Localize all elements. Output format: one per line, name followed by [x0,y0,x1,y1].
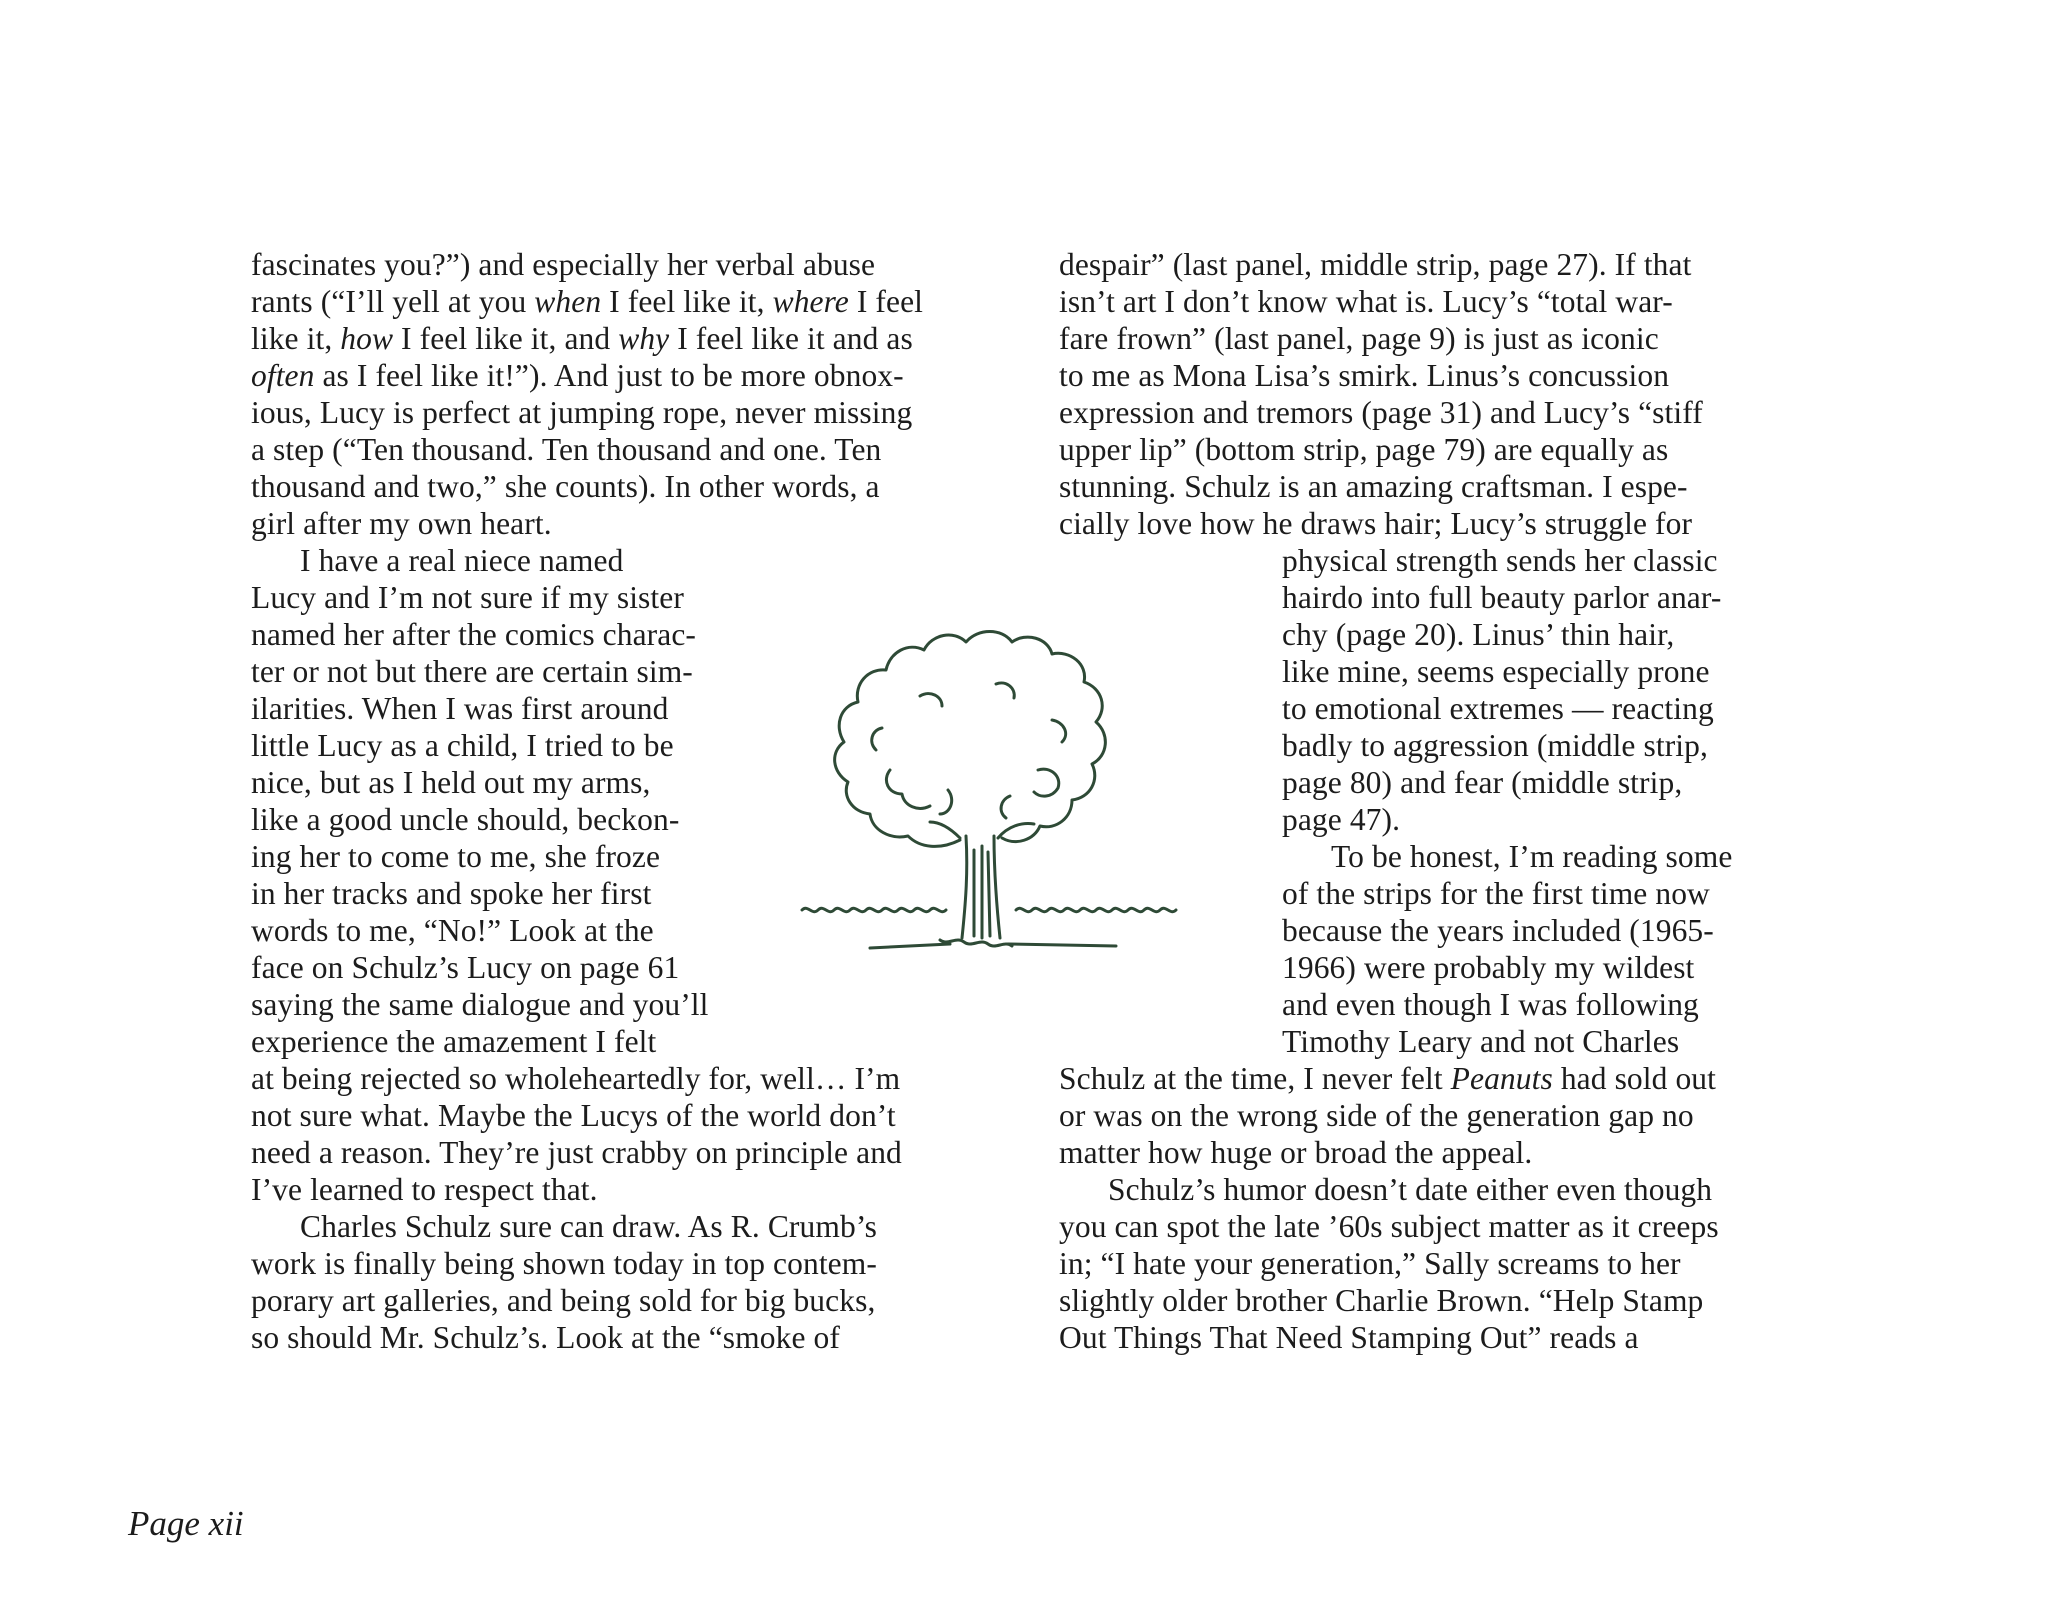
page-number: Page xii [128,1504,244,1543]
text-line [1282,1023,1679,1060]
text-line [251,764,651,801]
text-line [251,394,912,431]
text-line [1282,801,1400,838]
text-segment: saying the same dialogue and you’ll [251,987,709,1022]
text-line [1059,283,1673,320]
text-line [1059,1282,1703,1319]
italic-text: when [534,284,602,319]
text-line [1282,875,1710,912]
text-segment: I’ve learned to respect that. [251,1172,598,1207]
text-segment: named her after the comics charac- [251,617,697,652]
text-line [251,1060,900,1097]
text-line [251,727,674,764]
text-segment: not sure what. Maybe the Lucys of the world don’t [251,1098,896,1133]
text-segment: expression and tremors (page 31) and Lucy’s “stiff [1059,395,1703,430]
text-segment: I feel [848,284,924,319]
text-segment: I have a real niece named [300,543,624,578]
text-segment: upper lip” (bottom strip, page 79) are equally as [1059,432,1669,467]
text-line [251,986,709,1023]
text-segment: stunning. Schulz is an amazing craftsman. I espe- [1059,469,1688,504]
text-segment: ilarities. When I was first around [251,691,669,726]
text-segment: so should Mr. Schulz’s. Look at the “smoke of [251,1320,840,1355]
text-segment: Schulz at the time, I never felt [1059,1061,1451,1096]
text-line [251,1282,875,1319]
text-segment: ing her to come to me, she froze [251,839,661,874]
text-segment: despair” (last panel, middle strip, page 27). If that [1059,247,1692,282]
text-segment: a step (“Ten thousand. Ten thousand and one. Ten [251,432,882,467]
text-segment: isn’t art I don’t know what is. Lucy’s “total war- [1059,284,1673,319]
text-segment: hairdo into full beauty parlor anar- [1282,580,1722,615]
text-segment: chy (page 20). Linus’ thin hair, [1282,617,1675,652]
text-segment: because the years included (1965- [1282,913,1714,948]
text-segment: and even though I was following [1282,987,1699,1022]
text-line [1282,912,1714,949]
text-segment: like a good uncle should, beckon- [251,802,680,837]
text-segment: little Lucy as a child, I tried to be [251,728,674,763]
text-segment: need a reason. They’re just crabby on principle and [251,1135,902,1170]
text-line [1282,653,1710,690]
text-line [251,1134,902,1171]
text-segment: ious, Lucy is perfect at jumping rope, never missing [251,395,913,430]
text-line [1059,1060,1716,1097]
text-line [251,579,684,616]
text-segment: or was on the wrong side of the generation gap no [1059,1098,1694,1133]
text-line [251,468,880,505]
text-segment: slightly older brother Charlie Brown. “Help Stamp [1059,1283,1704,1318]
text-segment: had sold out [1552,1061,1717,1096]
text-segment: face on Schulz’s Lucy on page 61 [251,950,680,985]
text-line [300,542,623,579]
text-line [251,357,904,394]
text-segment: as I feel like it!”). And just to be more obnox- [314,358,904,393]
text-segment: Charles Schulz sure can draw. As R. Crumb’s [300,1209,878,1244]
text-line [1059,1134,1532,1171]
text-segment: you can spot the late ’60s subject matter as it creeps [1059,1209,1719,1244]
text-segment: of the strips for the first time now [1282,876,1710,911]
text-line [251,283,923,320]
text-segment: to me as Mona Lisa’s smirk. Linus’s concussion [1059,358,1670,393]
text-line [1059,468,1688,505]
text-line [251,690,668,727]
text-segment: in; “I hate your generation,” Sally screams to her [1059,1246,1681,1281]
text-line [251,505,552,542]
text-segment: physical strength sends her classic [1282,543,1718,578]
text-line [251,1245,877,1282]
text-segment: I feel like it, [601,284,773,319]
text-line [251,1097,896,1134]
text-segment: Schulz’s humor doesn’t date either even though [1108,1172,1713,1207]
text-line [251,801,679,838]
text-segment: porary art galleries, and being sold for big bucks, [251,1283,876,1318]
text-line [1059,320,1659,357]
text-line [1282,986,1699,1023]
text-line [1282,542,1718,579]
text-segment: ter or not but there are certain sim- [251,654,693,689]
text-segment: work is finally being shown today in top contem- [251,1246,877,1281]
text-line [1282,579,1721,616]
text-line [1108,1171,1712,1208]
text-line [1059,1097,1694,1134]
text-line [1059,1319,1639,1356]
text-line [251,1023,656,1060]
text-line [251,1171,598,1208]
text-line [251,616,696,653]
text-line [1059,1245,1681,1282]
text-segment: rants (“I’ll yell at you [251,284,535,319]
text-line [251,431,881,468]
text-line [1282,949,1694,986]
text-line [300,1208,877,1245]
text-line [1059,431,1668,468]
text-segment: to emotional extremes — reacting [1282,691,1714,726]
italic-text: how [340,321,394,356]
italic-text: often [251,358,315,393]
text-line [1059,1208,1719,1245]
text-segment: thousand and two,” she counts). In other words, a [251,469,880,504]
text-segment: girl after my own heart. [251,506,552,541]
text-line [1059,505,1692,542]
text-line [251,320,913,357]
text-line [1331,838,1732,875]
italic-text: why [618,321,670,356]
text-line [1059,246,1691,283]
text-segment: Out Things That Need Stamping Out” reads a [1059,1320,1639,1355]
text-segment: Timothy Leary and not Charles [1282,1024,1680,1059]
text-line [1059,357,1669,394]
text-segment: badly to aggression (middle strip, [1282,728,1708,763]
text-segment: I feel like it and as [669,321,913,356]
text-segment: fare frown” (last panel, page 9) is just as iconic [1059,321,1659,356]
text-segment: 1966) were probably my wildest [1282,950,1695,985]
text-segment: fascinates you?”) and especially her verbal abuse [251,247,876,282]
text-segment: like it, [251,321,341,356]
text-line [251,246,875,283]
text-line [1059,394,1703,431]
text-segment: Lucy and I’m not sure if my sister [251,580,684,615]
text-line [251,912,654,949]
text-line [1282,616,1674,653]
text-segment: I feel like it, and [393,321,619,356]
text-line [251,653,693,690]
text-line [1282,690,1714,727]
text-segment: To be honest, I’m reading some [1331,839,1733,874]
italic-text: where [772,284,849,319]
tree-icon [790,600,1230,1000]
text-segment: nice, but as I held out my arms, [251,765,651,800]
text-segment: cially love how he draws hair; Lucy’s struggle for [1059,506,1693,541]
text-line [251,875,651,912]
text-segment: at being rejected so wholeheartedly for, well… I’m [251,1061,901,1096]
text-line [251,949,679,986]
text-segment: page 47). [1282,802,1401,837]
text-segment: matter how huge or broad the appeal. [1059,1135,1533,1170]
text-segment: in her tracks and spoke her first [251,876,652,911]
text-segment: words to me, “No!” Look at the [251,913,654,948]
text-line [251,838,660,875]
italic-text: Peanuts [1450,1061,1553,1096]
text-line [1282,727,1708,764]
text-segment: page 80) and fear (middle strip, [1282,765,1683,800]
text-line [251,1319,840,1356]
text-line [1282,764,1682,801]
text-segment: like mine, seems especially prone [1282,654,1710,689]
text-segment: experience the amazement I felt [251,1024,657,1059]
